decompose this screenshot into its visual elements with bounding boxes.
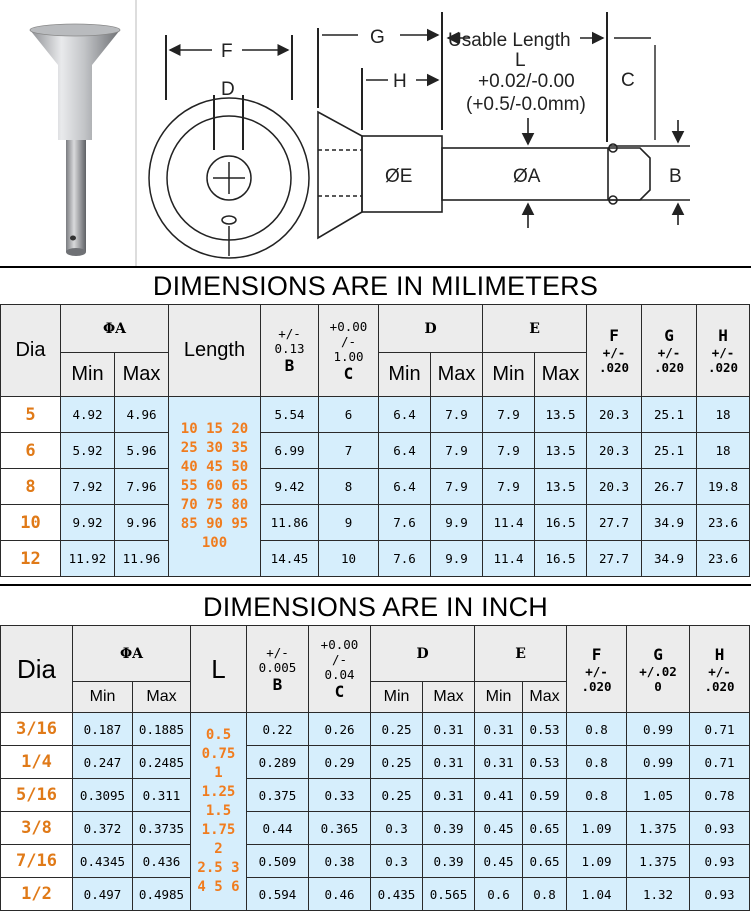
inch-hdr-c-letter: C — [334, 682, 345, 701]
dia-cell: 8 — [1, 469, 61, 505]
hdr-b-letter: B — [284, 356, 295, 375]
hdr-h-tol: +/- .020 — [707, 345, 739, 375]
cell-e-min: 0.45 — [475, 845, 523, 878]
inch-hdr-length: L — [191, 626, 247, 713]
cell-d-min: 7.6 — [379, 541, 431, 577]
cell-e-min: 0.6 — [475, 878, 523, 911]
dim-b-label: B — [669, 166, 682, 187]
cell-e-min: 0.45 — [475, 812, 523, 845]
cell-d-min: 6.4 — [379, 433, 431, 469]
inch-hdr-d: D — [371, 626, 475, 682]
cell-a-min: 0.247 — [73, 746, 133, 779]
inch-hdr-g — [627, 626, 690, 713]
cell-g: 1.375 — [627, 845, 690, 878]
cell-a-max: 11.96 — [115, 541, 169, 577]
cell-f: 0.8 — [567, 746, 627, 779]
cell-d-min: 0.25 — [371, 779, 423, 812]
table-row — [1, 397, 750, 433]
inch-hdr-e-max: Max — [523, 682, 567, 713]
hdr-a-min: Min — [61, 353, 115, 397]
hdr-b — [261, 305, 319, 397]
cell-b: 5.54 — [261, 397, 319, 433]
hdr-g-tol: +/- .020 — [653, 345, 685, 375]
cell-d-min: 0.25 — [371, 746, 423, 779]
inch-hdr-e: E — [475, 626, 567, 682]
dim-f-label: F — [221, 41, 233, 62]
hdr-h-letter: H — [718, 326, 728, 345]
hdr-f-tol: +/- .020 — [598, 345, 630, 375]
dim-g-label: G — [370, 27, 385, 48]
cell-b: 0.375 — [247, 779, 309, 812]
table-row — [1, 746, 750, 779]
table-row — [1, 713, 750, 746]
inch-hdr-f-tol: +/- .020 — [581, 663, 612, 694]
inch-hdr-h-letter: H — [714, 644, 725, 664]
inch-hdr-h — [690, 626, 750, 713]
dia-cell: 7/16 — [1, 845, 73, 878]
cell-c: 9 — [319, 505, 379, 541]
dia-cell: 3/16 — [1, 713, 73, 746]
cell-h: 18 — [697, 433, 750, 469]
cell-g: 1.32 — [627, 878, 690, 911]
table-row — [1, 505, 750, 541]
cell-a-min: 9.92 — [61, 505, 115, 541]
cell-a-min: 7.92 — [61, 469, 115, 505]
cell-d-min: 0.3 — [371, 812, 423, 845]
cell-c: 0.26 — [309, 713, 371, 746]
cell-d-min: 0.25 — [371, 713, 423, 746]
cell-b: 6.99 — [261, 433, 319, 469]
cell-f: 27.7 — [587, 541, 642, 577]
cell-a-max: 0.4985 — [133, 878, 191, 911]
table-row — [1, 541, 750, 577]
cell-a-min: 0.372 — [73, 812, 133, 845]
cell-h: 0.93 — [690, 845, 750, 878]
table-row — [1, 779, 750, 812]
hdr-c-letter: C — [343, 363, 354, 383]
cell-c: 10 — [319, 541, 379, 577]
cell-d-min: 0.435 — [371, 878, 423, 911]
inch-hdr-g-letter: G — [653, 644, 663, 664]
hdr-e-max: Max — [535, 353, 587, 397]
cell-g: 26.7 — [642, 469, 697, 505]
cell-b: 11.86 — [261, 505, 319, 541]
cell-a-min: 11.92 — [61, 541, 115, 577]
dim-d-label: D — [221, 79, 235, 100]
cell-e-min: 11.4 — [483, 541, 535, 577]
dim-e-label: ØE — [385, 166, 413, 187]
cell-e-min: 0.31 — [475, 746, 523, 779]
hdr-f — [587, 305, 642, 397]
cell-e-min: 7.9 — [483, 469, 535, 505]
cell-b: 0.594 — [247, 878, 309, 911]
cell-d-max: 7.9 — [431, 397, 483, 433]
hdr-a-max: Max — [115, 353, 169, 397]
cell-d-max: 0.31 — [423, 746, 475, 779]
cell-c: 6 — [319, 397, 379, 433]
cell-g: 25.1 — [642, 433, 697, 469]
cell-c: 0.33 — [309, 779, 371, 812]
cell-b: 9.42 — [261, 469, 319, 505]
cell-b: 0.289 — [247, 746, 309, 779]
length-values-cell: 0.5 0.75 1 1.25 1.5 1.75 2 2.5 3 4 5 6 — [191, 713, 247, 911]
cell-f: 1.04 — [567, 878, 627, 911]
cell-d-max: 0.565 — [423, 878, 475, 911]
inch-hdr-a-max: Max — [133, 682, 191, 713]
dia-cell: 5 — [1, 397, 61, 433]
length-values-cell: 10 15 20 25 30 35 40 45 50 55 60 65 70 75 80 85 90 95 100 — [169, 397, 261, 577]
cell-g: 25.1 — [642, 397, 697, 433]
table-row — [1, 469, 750, 505]
cell-d-min: 7.6 — [379, 505, 431, 541]
cell-f: 20.3 — [587, 397, 642, 433]
cell-a-min: 0.4345 — [73, 845, 133, 878]
cell-a-min: 0.3095 — [73, 779, 133, 812]
cell-f: 1.09 — [567, 845, 627, 878]
inch-hdr-d-min: Min — [371, 682, 423, 713]
cell-e-max: 0.59 — [523, 779, 567, 812]
tolerance-mm-label: (+0.5/-0.0mm) — [466, 94, 586, 115]
dia-cell: 12 — [1, 541, 61, 577]
cell-a-max: 7.96 — [115, 469, 169, 505]
table-row — [1, 433, 750, 469]
cell-e-min: 7.9 — [483, 397, 535, 433]
technical-drawing — [0, 0, 751, 266]
cell-a-min: 5.92 — [61, 433, 115, 469]
inch-hdr-b-tol: +/- 0.005 — [258, 644, 297, 675]
cell-e-min: 11.4 — [483, 505, 535, 541]
hdr-e: E — [483, 305, 587, 353]
cell-e-max: 0.8 — [523, 878, 567, 911]
cell-h: 19.8 — [697, 469, 750, 505]
cell-b: 0.22 — [247, 713, 309, 746]
cell-d-max: 9.9 — [431, 505, 483, 541]
hdr-dia: Dia — [1, 305, 61, 397]
cell-g: 0.99 — [627, 713, 690, 746]
inch-dimension-table — [0, 625, 750, 911]
cell-h: 23.6 — [697, 541, 750, 577]
hdr-f-letter: F — [609, 326, 619, 345]
pin-photo — [0, 0, 136, 266]
dim-a-label: ØA — [513, 166, 541, 187]
dia-cell: 1/2 — [1, 878, 73, 911]
inch-hdr-b — [247, 626, 309, 713]
cell-e-max: 0.53 — [523, 713, 567, 746]
cell-a-max: 0.3735 — [133, 812, 191, 845]
mm-dimension-table — [0, 304, 750, 577]
cell-a-min: 0.497 — [73, 878, 133, 911]
inch-hdr-h-tol: +/- .020 — [704, 663, 735, 694]
dia-cell: 3/8 — [1, 812, 73, 845]
cell-d-max: 7.9 — [431, 433, 483, 469]
cell-f: 27.7 — [587, 505, 642, 541]
cell-e-min: 7.9 — [483, 433, 535, 469]
mm-table-title: DIMENSIONS ARE IN MILIMETERS — [0, 266, 751, 304]
dia-cell: 10 — [1, 505, 61, 541]
table-row — [1, 878, 750, 911]
hdr-d-min: Min — [379, 353, 431, 397]
cell-d-max: 0.39 — [423, 812, 475, 845]
hdr-d: D — [379, 305, 483, 353]
hdr-h — [697, 305, 750, 397]
cell-a-max: 4.96 — [115, 397, 169, 433]
cell-d-max: 0.39 — [423, 845, 475, 878]
cell-g: 1.05 — [627, 779, 690, 812]
cell-h: 0.71 — [690, 746, 750, 779]
cell-h: 0.78 — [690, 779, 750, 812]
cell-e-min: 0.31 — [475, 713, 523, 746]
cell-f: 1.09 — [567, 812, 627, 845]
cell-a-max: 0.2485 — [133, 746, 191, 779]
cell-c: 0.38 — [309, 845, 371, 878]
cell-c: 0.365 — [309, 812, 371, 845]
cell-e-max: 16.5 — [535, 505, 587, 541]
hdr-c-tol: +0.00 /- 1.00 — [329, 318, 368, 364]
cell-a-min: 0.187 — [73, 713, 133, 746]
cell-d-max: 0.31 — [423, 779, 475, 812]
cell-a-max: 9.96 — [115, 505, 169, 541]
cell-d-min: 0.3 — [371, 845, 423, 878]
cell-d-min: 6.4 — [379, 469, 431, 505]
cell-a-max: 0.436 — [133, 845, 191, 878]
cell-f: 20.3 — [587, 469, 642, 505]
cell-g: 34.9 — [642, 505, 697, 541]
inch-hdr-f — [567, 626, 627, 713]
hdr-e-min: Min — [483, 353, 535, 397]
inch-hdr-b-letter: B — [272, 674, 283, 694]
inch-hdr-f-letter: F — [591, 644, 602, 664]
cell-c: 7 — [319, 433, 379, 469]
cell-d-max: 9.9 — [431, 541, 483, 577]
cell-b: 14.45 — [261, 541, 319, 577]
hdr-c — [319, 305, 379, 397]
hdr-g-letter: G — [664, 326, 674, 345]
cell-c: 0.29 — [309, 746, 371, 779]
cell-c: 8 — [319, 469, 379, 505]
cell-f: 0.8 — [567, 713, 627, 746]
inch-hdr-dia: Dia — [1, 626, 73, 713]
cell-h: 18 — [697, 397, 750, 433]
cell-f: 20.3 — [587, 433, 642, 469]
cell-e-max: 13.5 — [535, 433, 587, 469]
cell-e-min: 0.41 — [475, 779, 523, 812]
usable-length-label: Usable Length — [448, 30, 571, 51]
inch-hdr-c-tol: +0.00 /- 0.04 — [320, 637, 359, 682]
front-view — [149, 35, 309, 258]
cell-g: 0.99 — [627, 746, 690, 779]
table-row — [1, 845, 750, 878]
cell-h: 0.93 — [690, 812, 750, 845]
hdr-g — [642, 305, 697, 397]
cell-d-max: 7.9 — [431, 469, 483, 505]
cell-e-max: 13.5 — [535, 397, 587, 433]
hdr-length: Length — [169, 305, 261, 397]
tolerance-in-label: +0.02/-0.00 — [478, 71, 575, 92]
cell-c: 0.46 — [309, 878, 371, 911]
cell-a-max: 5.96 — [115, 433, 169, 469]
cell-e-max: 13.5 — [535, 469, 587, 505]
inch-table-title: DIMENSIONS ARE IN INCH — [0, 584, 751, 626]
cell-e-max: 16.5 — [535, 541, 587, 577]
cell-f: 0.8 — [567, 779, 627, 812]
cell-g: 1.375 — [627, 812, 690, 845]
cell-e-max: 0.65 — [523, 812, 567, 845]
hdr-phi-a: ΦA — [61, 305, 169, 353]
hdr-d-max: Max — [431, 353, 483, 397]
cell-b: 0.44 — [247, 812, 309, 845]
cell-e-max: 0.65 — [523, 845, 567, 878]
cell-e-max: 0.53 — [523, 746, 567, 779]
cell-h: 0.71 — [690, 713, 750, 746]
dia-cell: 5/16 — [1, 779, 73, 812]
cell-a-min: 4.92 — [61, 397, 115, 433]
cell-a-max: 0.311 — [133, 779, 191, 812]
cell-b: 0.509 — [247, 845, 309, 878]
cell-a-max: 0.1885 — [133, 713, 191, 746]
cell-h: 23.6 — [697, 505, 750, 541]
cell-d-min: 6.4 — [379, 397, 431, 433]
inch-hdr-d-max: Max — [423, 682, 475, 713]
dim-h-label: H — [393, 71, 407, 92]
inch-hdr-e-min: Min — [475, 682, 523, 713]
dim-c-label: C — [621, 70, 635, 91]
dia-cell: 1/4 — [1, 746, 73, 779]
cell-h: 0.93 — [690, 878, 750, 911]
dia-cell: 6 — [1, 433, 61, 469]
cell-g: 34.9 — [642, 541, 697, 577]
inch-hdr-phi-a: ΦA — [73, 626, 191, 682]
table-row — [1, 812, 750, 845]
cell-d-max: 0.31 — [423, 713, 475, 746]
dim-l-label: L — [515, 50, 526, 71]
inch-hdr-a-min: Min — [73, 682, 133, 713]
hdr-b-tol: +/- 0.13 — [274, 326, 305, 356]
inch-hdr-g-tol: +/.02 0 — [639, 663, 677, 694]
inch-hdr-c — [309, 626, 371, 713]
